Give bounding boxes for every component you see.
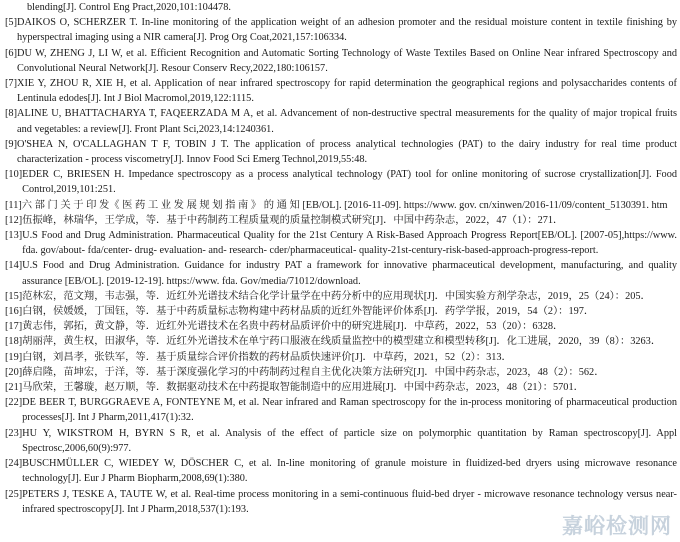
reference-item-14 [5, 258, 677, 288]
reference-item-15 [5, 289, 677, 304]
reference-text: BUSCHMÜLLER C, WIEDEY W, DÖSCHER C, et al. In-line monitoring of granule moisture in fluidized-bed dryers using microwave resonance technology[J]. Eur J Pharm Biopharm,2008,69(1):380. [22, 458, 677, 485]
reference-text: 薛启隆，苗坤宏，于洋，等．基于深度强化学习的中药制药过程自主优化决策方法研究[J]．中国中药杂志，2023，48（2）：562． [22, 366, 605, 378]
reference-number: [6] [5, 47, 18, 59]
reference-item-19 [5, 350, 677, 365]
reference-item-17 [5, 319, 677, 334]
reference-text: 白钢，刘昌孝，张铁军，等．基于质量综合评价指数的药材品质快速评价[J]．中草药，2021，52（2）：313． [22, 351, 512, 363]
reference-item-16 [5, 304, 677, 319]
reference-item-11 [5, 198, 677, 213]
reference-item-22 [5, 395, 677, 425]
reference-item-24 [5, 456, 677, 486]
reference-item-4-continued [5, 0, 677, 15]
reference-text: 马欣荣，王馨璇，赵万顺，等．数据驱动技术在中药提取智能制造中的应用进展[J]．中国中药杂志，2023，48（21）：5701． [22, 382, 584, 394]
reference-number: [19] [5, 351, 23, 363]
reference-number: [11] [5, 199, 22, 211]
reference-text: 黄志伟，郭拓，黄文静，等．近红外光谱技术在名贵中药材品质评价中的研究进展[J]．中草药，2022，53（20）：6328． [22, 321, 564, 333]
reference-item-10 [5, 167, 677, 197]
reference-number: [9] [5, 138, 18, 150]
reference-text: 六 部 门 关 于 印 发《 医 药 工 业 发 展 规 划 指 南 》 的 通 知 [EB/OL]. [2016-11-09]. https://www. gov. cn/xinwen/2016-11/09/content_5130391. htm [21, 199, 668, 211]
reference-item-21 [5, 380, 677, 395]
reference-text: EDER C, BRIESEN H. Impedance spectroscopy as a process analytical technology (PAT) tool for online monitoring of sucrose crystallization[J]. Food Control,2019,101:251. [22, 169, 677, 196]
reference-item-23 [5, 426, 677, 456]
reference-number: [12] [5, 214, 23, 226]
reference-number: [14] [5, 260, 23, 272]
reference-number: [23] [5, 427, 23, 439]
reference-number: [25] [5, 488, 23, 500]
watermark-text: 嘉峪检测网 [562, 514, 672, 538]
reference-text: PETERS J, TESKE A, TAUTE W, et al. Real-time process monitoring in a semi-continuous fluid-bed dryer - microwave resonance technology versus near-infrared spectroscopy[J]. Int J Pharm,2018,537(1):193. [22, 488, 677, 515]
reference-text: blending[J]. Control Eng Pract,2020,101:104478. [27, 2, 231, 13]
reference-text: 范林宏，范文翔，韦志强，等．近红外光谱技术结合化学计量学在中药分析中的应用现状[J]．中国实验方剂学杂志，2019，25（24）：205． [22, 290, 651, 302]
reference-item-7 [5, 76, 677, 106]
reference-item-20 [5, 365, 677, 380]
reference-number: [16] [5, 306, 23, 318]
reference-text: DAIKOS O, SCHERZER T. In-line monitoring of the application weight of an adhesion promoter and the residual moisture content in textile finishing by hyperspectral imaging using a NIR camera[J]. Prog Org Coat,2021,157:106334. [17, 17, 677, 44]
reference-text: DE BEER T, BURGGRAEVE A, FONTEYNE M, et al. Near infrared and Raman spectroscopy for the in-process monitoring of pharmaceutical production processes[J]. Int J Pharm,2011,417(1):32. [22, 397, 677, 424]
reference-number: [8] [5, 108, 18, 120]
reference-text: HU Y, WIKSTROM H, BYRN S R, et al. Analysis of the effect of particle size on polymorphic quantitation by Raman spectroscopy[J]. Appl Spectrosc,2006,60(9):977. [22, 427, 677, 454]
reference-number: [21] [5, 382, 23, 394]
reference-number: [7] [5, 78, 18, 90]
reference-number: [10] [5, 169, 23, 181]
reference-text: O'SHEA N, O'CALLAGHAN T F, TOBIN J T. The application of process analytical technologies (PAT) to the dairy industry for real time product characterization - process viscometry[J]. Innov Food Sci Emerg Technol,2019,55:48. [17, 138, 677, 166]
reference-text: U.S Food and Drug Administration. Pharmaceutical Quality for the 21st Century A Risk-Based Approach Progress Report[EB/OL]. [2007-05],https://www. fda. gov/about- fda/center- drug- evaluation- and- research- cder/pharmaceutical- quality-21st-century-risk-based-approach-progress-report. [22, 230, 677, 257]
reference-item-13 [5, 228, 677, 258]
reference-number: [15] [5, 290, 23, 302]
reference-item-12 [5, 213, 677, 228]
reference-item-6 [5, 46, 677, 76]
reference-item-5 [5, 15, 677, 45]
reference-text: XIE Y, ZHOU R, XIE H, et al. Application of near infrared spectroscopy for rapid determination the geographical regions and polysaccharides contents of Lentinula edodes[J]. Int J Biol Macromol,2019,122:1115. [17, 78, 677, 105]
reference-item-9 [5, 137, 677, 167]
reference-number: [18] [5, 336, 23, 348]
reference-number: [13] [5, 230, 23, 242]
reference-text: 白钢，侯媛媛，丁国钰，等．基于中药质量标志物构建中药材品质的近红外智能评价体系[J]．药学学报，2019，54（2）：197． [22, 306, 595, 318]
reference-number: [22] [5, 397, 23, 409]
reference-text: 胡丽萍，黄生权，田淑华，等．近红外光谱技术在单宁药口服液在线质量监控中的模型建立和模型转移[J]．化工进展，2020，39（8）：3263． [22, 336, 662, 348]
reference-number: [5] [5, 17, 18, 29]
reference-text: U.S Food and Drug Administration. Guidance for industry PAT a framework for innovative pharmaceutical development, manufacturing, and quality assurance [EB/OL]. [2019-12-19]. https://www. fda. Gov/media/71012/download. [22, 260, 677, 287]
reference-list [5, 0, 677, 517]
reference-text: DU W, ZHENG J, LI W, et al. Efficient Recognition and Automatic Sorting Technology of Waste Textiles Based on Online Near infrared Spectroscopy and Convolutional Neural Network[J]. Resour Conserv Recy,2022,180:106157. [17, 47, 677, 74]
reference-number: [24] [5, 458, 23, 470]
reference-text: 伍振峰，林瑞华，王学成，等．基于中药制药工程质量观的质量控制模式研究[J]．中国中药杂志，2022，47（1）：271． [22, 214, 564, 226]
reference-item-8 [5, 106, 677, 136]
reference-item-18 [5, 334, 677, 349]
reference-number: [20] [5, 366, 23, 378]
reference-text: ALINE U, BHATTACHARYA T, FAQEERZADA M A, et al. Advancement of non-destructive spectral measurements for the quality of major tropical fruits and vegetables: a review[J]. Front Plant Sci,2023,14:1240361. [17, 108, 677, 135]
reference-number: [17] [5, 321, 23, 333]
